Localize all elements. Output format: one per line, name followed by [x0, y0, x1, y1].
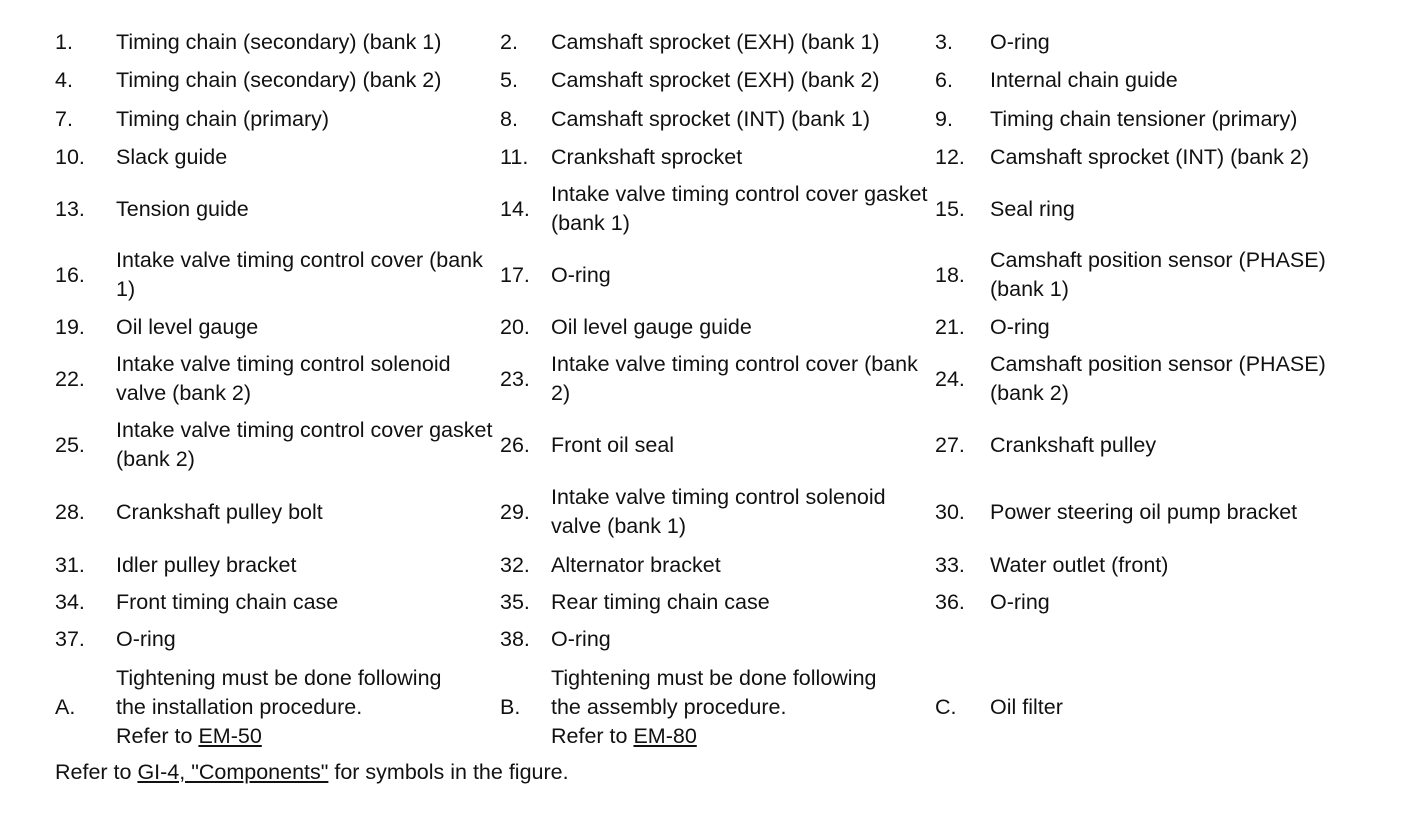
item-number: 11. [500, 145, 529, 169]
legend-item [55, 105, 500, 134]
legend-item [55, 588, 500, 617]
item-description: Water outlet (front) [990, 552, 1169, 577]
note-a-line2: the installation procedure. [116, 694, 363, 719]
note-b-line2: the assembly procedure. [551, 694, 787, 719]
note-b-refer [551, 722, 935, 751]
item-number: 38. [500, 627, 530, 651]
item-number: 15. [935, 196, 965, 221]
item-description: Rear timing chain case [551, 590, 770, 614]
legend-row [55, 139, 1375, 176]
legend-item [55, 313, 500, 342]
legend-item [500, 28, 935, 57]
legend-item [935, 246, 1375, 304]
item-number: 28. [55, 499, 85, 524]
legend-item [500, 350, 935, 408]
note-a-line1: Tightening must be done following [116, 665, 442, 690]
legend-item [500, 313, 935, 342]
item-number: 33. [935, 552, 965, 577]
legend-item [935, 195, 1375, 224]
item-description: Crankshaft pulley bolt [116, 499, 323, 524]
item-number: 14. [500, 196, 530, 221]
item-description: Timing chain tensioner (primary) [990, 106, 1298, 131]
item-number: 22. [55, 366, 85, 391]
item-number: 3. [935, 30, 953, 54]
item-description: Timing chain (primary) [116, 106, 330, 131]
item-description: Camshaft sprocket (EXH) (bank 2) [551, 67, 880, 92]
item-number: 23. [500, 366, 530, 391]
legend-item [500, 431, 935, 460]
legend-item [55, 143, 500, 172]
note-a-refer-prefix: Refer to [116, 723, 199, 748]
legend-item [55, 28, 500, 57]
item-description: Timing chain (secondary) (bank 2) [116, 67, 442, 92]
item-description: Crankshaft sprocket [551, 145, 743, 169]
legend-item [500, 588, 935, 617]
item-number: 1. [55, 30, 73, 54]
item-description: Intake valve timing control solenoid valve (bank 1) [551, 485, 886, 538]
legend-rows [55, 24, 1375, 658]
legend-item [500, 105, 935, 134]
item-description: O-ring [990, 30, 1050, 54]
item-description: O-ring [551, 627, 611, 651]
legend-item [935, 551, 1375, 580]
legend-item [935, 66, 1375, 95]
item-number: 34. [55, 590, 85, 614]
legend-item [935, 350, 1375, 408]
legend-item [935, 28, 1375, 57]
legend-item [55, 551, 500, 580]
note-a-refer [116, 722, 500, 751]
legend-item [55, 350, 500, 408]
item-description: Intake valve timing control solenoid valve (bank 2) [116, 352, 451, 405]
legend-item [935, 431, 1375, 460]
legend-row [55, 308, 1375, 346]
footer-suffix: for symbols in the figure. [328, 760, 569, 784]
item-description: Idler pulley bracket [116, 552, 297, 577]
item-number: 7. [55, 106, 73, 131]
note-b-text [551, 664, 935, 751]
item-description: Alternator bracket [551, 552, 721, 577]
footer-prefix: Refer to [55, 760, 138, 784]
item-number: 32. [500, 552, 530, 577]
legend-item [500, 625, 935, 654]
item-description: Intake valve timing control cover gasket (bank 2) [116, 418, 493, 471]
item-description: Oil level gauge guide [551, 314, 752, 339]
legend-item [500, 66, 935, 95]
legend-item [55, 195, 500, 224]
item-number: 10. [55, 145, 85, 169]
legend-item [500, 483, 935, 541]
item-description: Intake valve timing control cover gasket (bank 1) [551, 182, 928, 235]
item-description: Timing chain (secondary) (bank 1) [116, 30, 442, 54]
item-number: 37. [55, 627, 85, 651]
item-description: O-ring [551, 262, 611, 287]
item-number: 18. [935, 262, 965, 287]
item-number: 31. [55, 552, 85, 577]
legend-item [55, 625, 500, 654]
legend-row [55, 242, 1375, 308]
link-em-50[interactable]: EM-50 [198, 723, 262, 748]
note-c-text: Oil filter [990, 694, 1063, 719]
item-description: Front timing chain case [116, 590, 339, 614]
legend-row [55, 176, 1375, 242]
item-number: 30. [935, 499, 965, 524]
note-c-label: C. [935, 694, 957, 719]
note-b-line1: Tightening must be done following [551, 665, 877, 690]
note-b [500, 664, 935, 751]
item-number: 24. [935, 366, 965, 391]
legend-item [935, 105, 1375, 134]
item-number: 20. [500, 314, 530, 339]
legend-row [55, 61, 1375, 99]
legend-item [500, 261, 935, 290]
item-number: 8. [500, 106, 518, 131]
item-number: 21. [935, 314, 965, 339]
item-description: Power steering oil pump bracket [990, 499, 1298, 524]
legend-row [55, 478, 1375, 546]
item-number: 25. [55, 432, 85, 457]
item-description: Camshaft sprocket (INT) (bank 1) [551, 106, 871, 131]
item-number: 29. [500, 499, 530, 524]
item-description: Camshaft position sensor (PHASE) (bank 2) [990, 352, 1326, 405]
footer-note [55, 758, 569, 787]
item-description: Intake valve timing control cover (bank 1) [116, 248, 483, 301]
item-description: O-ring [990, 590, 1050, 614]
note-a-label: A. [55, 694, 76, 719]
notes-row [55, 658, 1375, 756]
legend-item [935, 588, 1375, 617]
item-number: 4. [55, 67, 73, 92]
legend-row [55, 24, 1375, 61]
legend-item [500, 143, 935, 172]
legend-row [55, 584, 1375, 621]
note-b-refer-prefix: Refer to [551, 723, 634, 748]
legend-row [55, 546, 1375, 584]
legend-row [55, 99, 1375, 139]
item-description: Slack guide [116, 145, 228, 169]
item-number: 35. [500, 590, 530, 614]
legend-item [935, 143, 1375, 172]
legend-row [55, 621, 1375, 658]
legend-row [55, 412, 1375, 478]
legend-item [935, 498, 1375, 527]
item-description: Camshaft position sensor (PHASE) (bank 1) [990, 248, 1326, 301]
item-number: 26. [500, 432, 530, 457]
item-number: 19. [55, 314, 85, 339]
note-a [55, 664, 500, 751]
item-number: 16. [55, 262, 85, 287]
link-gi-4-components[interactable]: GI-4, "Components" [137, 760, 329, 784]
item-number: 13. [55, 196, 85, 221]
legend-row [55, 346, 1375, 412]
item-description: Crankshaft pulley [990, 432, 1157, 457]
item-description: Seal ring [990, 196, 1075, 221]
item-description: Intake valve timing control cover (bank 2) [551, 352, 918, 405]
item-description: Front oil seal [551, 432, 675, 457]
parts-legend [55, 24, 1375, 756]
legend-item [55, 246, 500, 304]
legend-item [55, 498, 500, 527]
item-number: 5. [500, 67, 518, 92]
item-description: Tension guide [116, 196, 249, 221]
legend-item [500, 180, 935, 238]
item-description: O-ring [990, 314, 1050, 339]
legend-item [55, 416, 500, 474]
item-number: 27. [935, 432, 965, 457]
item-number: 12. [935, 145, 965, 169]
item-number: 2. [500, 30, 518, 54]
legend-item [500, 551, 935, 580]
note-b-label: B. [500, 694, 521, 719]
item-number: 6. [935, 67, 953, 92]
item-number: 36. [935, 590, 965, 614]
item-description: Camshaft sprocket (INT) (bank 2) [990, 145, 1310, 169]
legend-item [935, 313, 1375, 342]
item-description: Oil level gauge [116, 314, 259, 339]
item-number: 17. [500, 262, 530, 287]
item-description: O-ring [116, 627, 176, 651]
item-description: Internal chain guide [990, 67, 1178, 92]
note-a-text [116, 664, 500, 751]
item-description: Camshaft sprocket (EXH) (bank 1) [551, 30, 880, 54]
note-c [935, 693, 1375, 722]
legend-item [55, 66, 500, 95]
link-em-80[interactable]: EM-80 [633, 723, 697, 748]
item-number: 9. [935, 106, 953, 131]
